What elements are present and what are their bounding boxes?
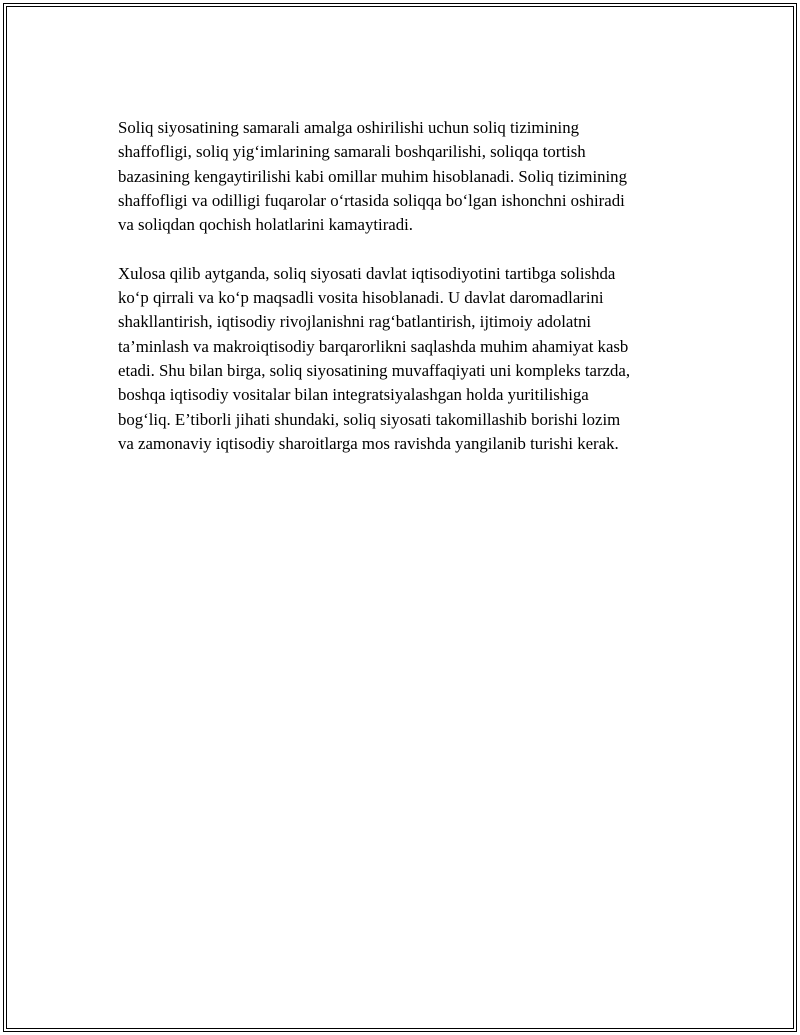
- text-line: shakllantirish, iqtisodiy rivojlanishni rag‘batlantirish, ijtimoiy adolatni: [118, 312, 592, 332]
- text-line: va soliqdan qochish holatlarini kamaytiradi.: [118, 215, 413, 235]
- text-line: ko‘p qirrali va ko‘p maqsadli vosita hisoblanadi. U davlat daromadlarini: [118, 288, 604, 308]
- text-line: bog‘liq. E’tiborli jihati shundaki, soliq siyosati takomillashib borishi lozim: [118, 409, 621, 429]
- text-line: shaffofligi, soliq yig‘imlarining samarali boshqarilishi, soliqqa tortish: [118, 142, 586, 162]
- paragraph-2: [118, 262, 678, 456]
- text-line: va zamonaviy iqtisodiy sharoitlarga mos ravishda yangilanib turishi kerak.: [118, 433, 619, 453]
- text-line: shaffofligi va odilligi fuqarolar o‘rtasida soliqqa bo‘lgan ishonchni oshiradi: [118, 190, 625, 210]
- text-line: Xulosa qilib aytganda, soliq siyosati davlat iqtisodiyotini tartibga solishda: [118, 263, 616, 283]
- paragraph-1: [118, 116, 678, 237]
- text-line: ta’minlash va makroiqtisodiy barqarorlikni saqlashda muhim ahamiyat kasb: [118, 336, 629, 356]
- text-line: boshqa iqtisodiy vositalar bilan integratsiyalashgan holda yuritilishiga: [118, 385, 589, 405]
- document-body: [118, 116, 678, 456]
- text-line: bazasining kengaytirilishi kabi omillar muhim hisoblanadi. Soliq tizimining: [118, 166, 627, 186]
- text-line: etadi. Shu bilan birga, soliq siyosatining muvaffaqiyati uni kompleks tarzda,: [118, 360, 631, 380]
- text-line: Soliq siyosatining samarali amalga oshirilishi uchun soliq tizimining: [118, 118, 579, 137]
